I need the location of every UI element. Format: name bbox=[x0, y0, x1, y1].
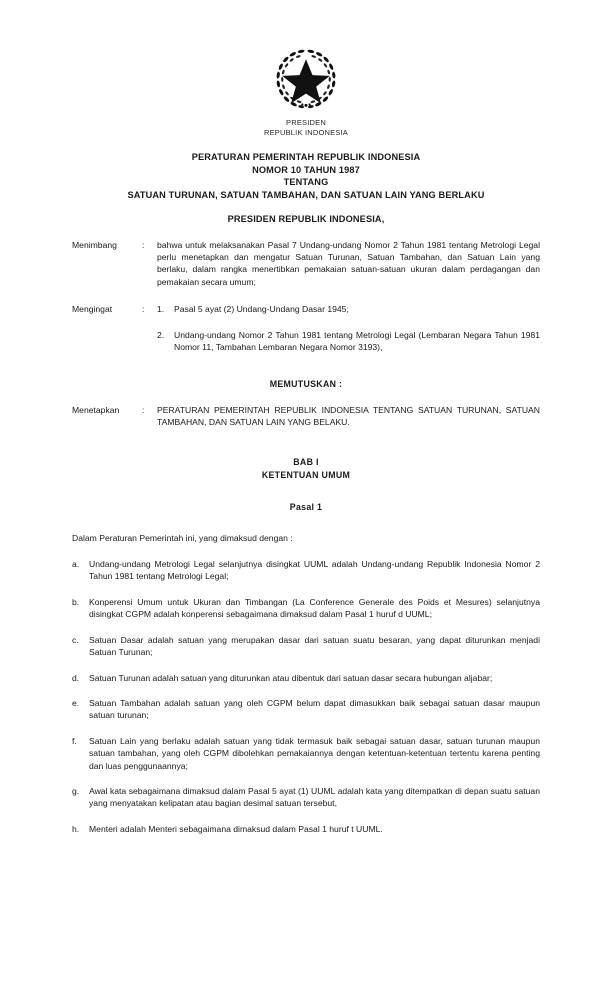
definition-marker: e. bbox=[72, 698, 80, 709]
list-item bbox=[72, 634, 540, 658]
stipulating-text: PERATURAN PEMERINTAH REPUBLIK INDONESIA TENTANG SATUAN TURUNAN, SATUAN TAMBAHAN, DAN SATUAN LAIN YANG BELAKU. bbox=[157, 404, 540, 428]
stipulating-colon: : bbox=[142, 404, 145, 415]
considering-text: bahwa untuk melaksanakan Pasal 7 Undang-undang Nomor 2 Tahun 1981 tentang Metrologi Legal perlu menetapkan dan mengatur Satuan Turunan, Satuan Tambahan, dan Satuan Lain yang berlaku, dalam rangka menertibkan pemakaian satuan-satuan ukuran dalam perdagangan dan pemakaian secara umum; bbox=[157, 240, 540, 287]
emblem-caption bbox=[72, 118, 540, 137]
list-item bbox=[157, 303, 540, 315]
definition-marker: c. bbox=[72, 634, 79, 645]
list-item bbox=[72, 785, 540, 809]
chapter-name: KETENTUAN UMUM bbox=[261, 469, 351, 480]
decides-heading: MEMUTUSKAN : bbox=[269, 378, 343, 389]
definition-marker: h. bbox=[72, 824, 80, 835]
recalling-item-marker: 2. bbox=[157, 329, 165, 340]
recalling-item-text: Pasal 5 ayat (2) Undang-Undang Dasar 1945; bbox=[174, 303, 349, 314]
recalling-item-text: Undang-undang Nomor 2 Tahun 1981 tentang Metrologi Legal (Lembaran Negara Tahun 1981 Nomor 11, Tambahan Lembaran Negara Nomor 3193), bbox=[174, 329, 540, 352]
list-item bbox=[72, 823, 540, 835]
stipulating-label: Menetapkan bbox=[72, 404, 120, 415]
considering-colon: : bbox=[142, 240, 145, 251]
definition-text: Satuan Lain yang berlaku adalah satuan yang tidak termasuk baik sebagai satuan dasar, satuan turunan maupun satuan tambahan, yang oleh CGPM dibolehkan pemakaiannya dengan ketentuan-ketentuan tertentu karena penting dan luas penggunaannya; bbox=[89, 736, 540, 771]
list-item bbox=[72, 558, 540, 582]
definition-text: Menteri adalah Menteri sebagaimana dimaksud dalam Pasal 1 huruf t UUML. bbox=[89, 824, 383, 835]
considering-label: Menimbang bbox=[72, 240, 117, 251]
stipulating-clause bbox=[72, 404, 540, 428]
definition-marker: f. bbox=[72, 736, 77, 747]
definition-text: Undang-undang Metrologi Legal selanjutnya disingkat UUML adalah Undang-undang Republik Indonesia Nomor 2 Tahun 1981 tentang Metrologi Legal; bbox=[89, 558, 540, 581]
article-lead-text: Dalam Peraturan Pemerintah ini, yang dimaksud dengan : bbox=[72, 532, 293, 543]
definition-marker: d. bbox=[72, 672, 80, 683]
definitions-list bbox=[72, 558, 540, 836]
title-line-subject: SATUAN TURUNAN, SATUAN TAMBAHAN, DAN SATUAN LAIN YANG BERLAKU bbox=[127, 189, 485, 200]
list-item bbox=[157, 329, 540, 353]
definition-text: Konperensi Umum untuk Ukuran dan Timbangan (La Conference Generale des Poids et Mesures) selanjutnya disingkat CGPM adalah konperensi sebagaimana dimaksud dalam Pasal 1 huruf d UUML; bbox=[89, 596, 540, 619]
list-item bbox=[72, 672, 540, 684]
article-heading: Pasal 1 bbox=[289, 501, 323, 512]
recalling-item-marker: 1. bbox=[157, 303, 165, 314]
considering-clause bbox=[72, 239, 540, 288]
recalling-label: Mengingat bbox=[72, 303, 113, 314]
list-item bbox=[72, 735, 540, 772]
definition-marker: b. bbox=[72, 596, 80, 607]
definition-text: Satuan Dasar adalah satuan yang merupakan dasar dari satuan suatu besaran, yang dapat diturunkan menjadi Satuan Turunan; bbox=[89, 634, 540, 657]
star-in-laurel-wreath-emblem bbox=[273, 46, 339, 112]
definition-marker: g. bbox=[72, 786, 80, 797]
definition-text: Satuan Tambahan adalah satuan yang oleh CGPM belum dapat dimasukkan baik sebagai satuan dasar maupun satuan turunan; bbox=[89, 698, 540, 721]
chapter-heading bbox=[72, 456, 540, 481]
recalling-colon: : bbox=[142, 303, 145, 314]
emblem-caption-line-1: PRESIDEN bbox=[286, 118, 326, 127]
title-line-regulation: PERATURAN PEMERINTAH REPUBLIK INDONESIA bbox=[191, 152, 421, 163]
list-item bbox=[72, 596, 540, 620]
definition-text: Satuan Turunan adalah satuan yang diturunkan atau dibentuk dari satuan dasar secara hubungan aljabar; bbox=[89, 672, 493, 683]
emblem-caption-line-2: REPUBLIK INDONESIA bbox=[263, 127, 349, 137]
title-line-number: NOMOR 10 TAHUN 1987 bbox=[252, 164, 360, 175]
title-line-about: TENTANG bbox=[283, 177, 329, 188]
masthead bbox=[72, 0, 540, 137]
recalling-items bbox=[157, 303, 540, 353]
list-item bbox=[72, 697, 540, 721]
definition-marker: a. bbox=[72, 558, 80, 569]
recalling-clause bbox=[72, 303, 540, 353]
chapter-number: BAB I bbox=[293, 457, 319, 468]
definition-text: Awal kata sebagaimana dimaksud dalam Pasal 5 ayat (1) UUML adalah kata yang ditempatkan di depan suatu satuan yang menyatakan kelipatan atau bagian desimal satuan tersebut, bbox=[89, 786, 540, 809]
page-title bbox=[72, 151, 540, 201]
issuer-heading: PRESIDEN REPUBLIK INDONESIA, bbox=[227, 214, 385, 225]
